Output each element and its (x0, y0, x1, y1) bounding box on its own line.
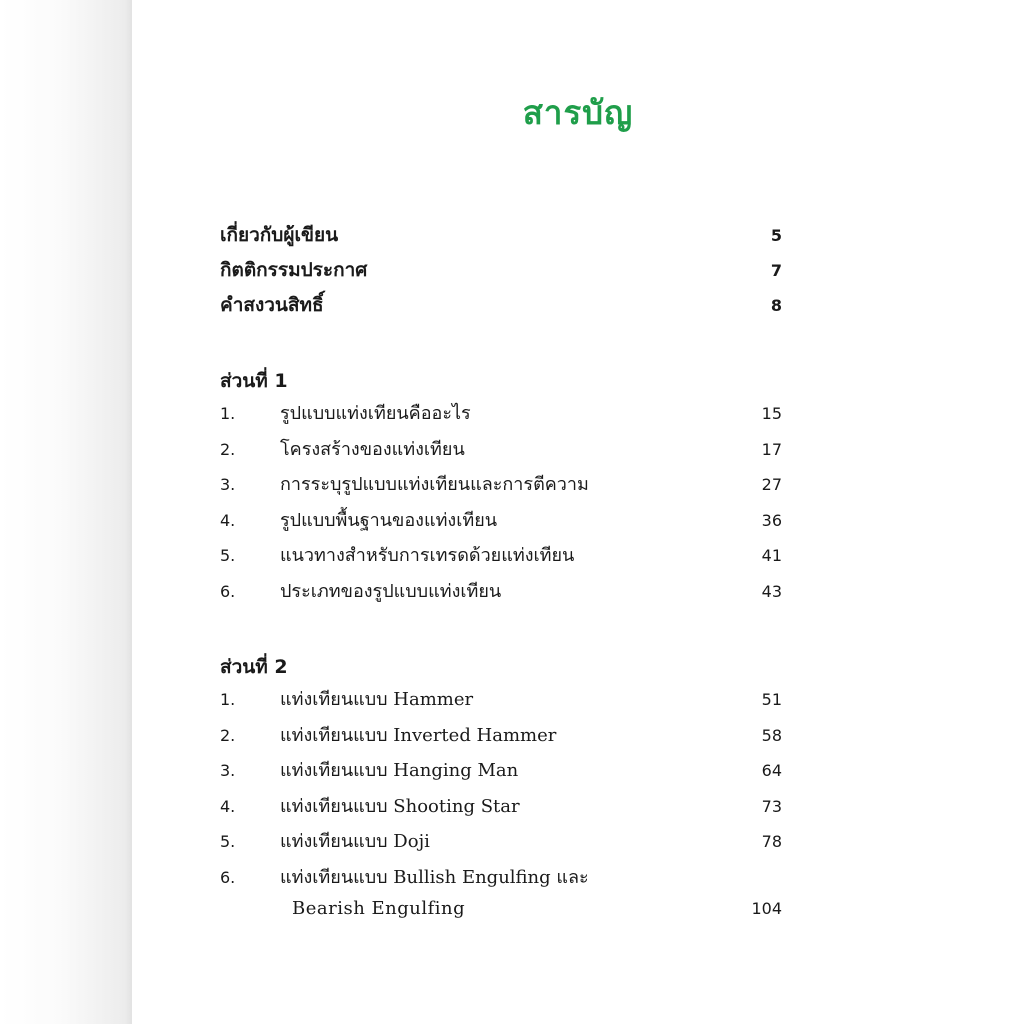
toc-entry (220, 434, 782, 470)
toc-entry-number: 1. (220, 404, 236, 423)
toc-entry-page: 73 (761, 796, 782, 816)
toc-entry (220, 576, 782, 612)
toc-entry-label: เกี่ยวกับผู้เขียน (220, 224, 339, 246)
toc-entry-page: 43 (761, 581, 782, 601)
toc-entry-label: รูปแบบแท่งเทียนคืออะไร (280, 403, 471, 424)
toc-entry (220, 826, 782, 862)
toc-entry-page: 41 (761, 546, 782, 566)
toc-entry-number: 1. (220, 690, 236, 709)
toc-entry (220, 505, 782, 541)
toc-entry-number: 4. (220, 796, 236, 816)
toc-entry (220, 540, 782, 576)
book-page (132, 0, 1024, 1024)
toc-entry-number: 6. (220, 581, 236, 601)
toc-entry-label: Bearish Engulfing (292, 897, 466, 919)
toc-entry-label: แท่งเทียนแบบ Inverted Hammer (280, 724, 557, 746)
toc-entry (220, 290, 782, 325)
toc-entry-label: แท่งเทียนแบบ Shooting Star (280, 795, 520, 817)
toc-entry-number: 2. (220, 439, 236, 459)
section-heading: ส่วนที่ 2 (220, 656, 288, 678)
toc-entry-page: 104 (751, 898, 782, 918)
toc-entry-number: 4. (220, 510, 236, 530)
toc-entry-label: กิตติกรรมประกาศ (220, 259, 368, 281)
toc-entry-page: 78 (761, 832, 782, 852)
toc-entry (220, 398, 782, 434)
section-heading: ส่วนที่ 1 (220, 370, 288, 392)
toc-entry-page: 51 (761, 690, 782, 709)
toc-entry-number: 5. (220, 546, 236, 566)
toc-entry-label: ประเภทของรูปแบบแท่งเทียน (280, 580, 502, 602)
toc-entry-label: รูปแบบพื้นฐานของแท่งเทียน (280, 509, 498, 531)
toc-entry-page: 7 (770, 261, 782, 280)
front-matter-list (220, 220, 782, 325)
toc-entry-label: โครงสร้างของแท่งเทียน (280, 438, 465, 460)
toc-entry-label: แท่งเทียนแบบ Hammer (280, 689, 474, 710)
toc-entry-label: คำสงวนสิทธิ์ (220, 294, 324, 316)
toc-entry-number: 5. (220, 832, 236, 852)
toc-entry-label: แท่งเทียนแบบ Doji (280, 831, 430, 853)
book-gutter-shadow (0, 0, 132, 1024)
toc-entry (220, 755, 782, 791)
part-2-section (220, 650, 782, 933)
toc-entry-number: 3. (220, 475, 236, 495)
toc-entry-number: 6. (220, 867, 236, 887)
toc-entry-page: 5 (770, 226, 782, 245)
toc-entry-number: 2. (220, 725, 236, 745)
part-1-section (220, 364, 782, 612)
toc-entry (220, 791, 782, 827)
toc-entry (220, 255, 782, 290)
toc-entry (220, 220, 782, 255)
toc-entry-page: 27 (761, 475, 782, 495)
toc-entry-number: 3. (220, 761, 236, 781)
toc-entry-page: 36 (761, 510, 782, 530)
toc-entry-label: การระบุรูปแบบแท่งเทียนและการตีความ (280, 474, 589, 496)
toc-entry-page: 64 (761, 761, 782, 781)
toc-entry-label: แท่งเทียนแบบ Hanging Man (280, 760, 519, 782)
toc-entry-page: 15 (761, 404, 782, 423)
toc-entry (220, 862, 782, 898)
toc-title: สารบัญ (522, 93, 634, 132)
toc-entry-page: 8 (770, 296, 782, 315)
toc-entry (220, 684, 782, 720)
toc-entry (220, 469, 782, 505)
toc-entry-label: แนวทางสำหรับการเทรดด้วยแท่งเทียน (280, 545, 575, 567)
toc-entry-label: แท่งเทียนแบบ Bullish Engulfing และ (280, 866, 589, 888)
toc-entry (220, 720, 782, 756)
toc-entry-page: 17 (761, 439, 782, 459)
toc-entry-continuation (220, 898, 782, 934)
toc-entry-page: 58 (761, 725, 782, 745)
